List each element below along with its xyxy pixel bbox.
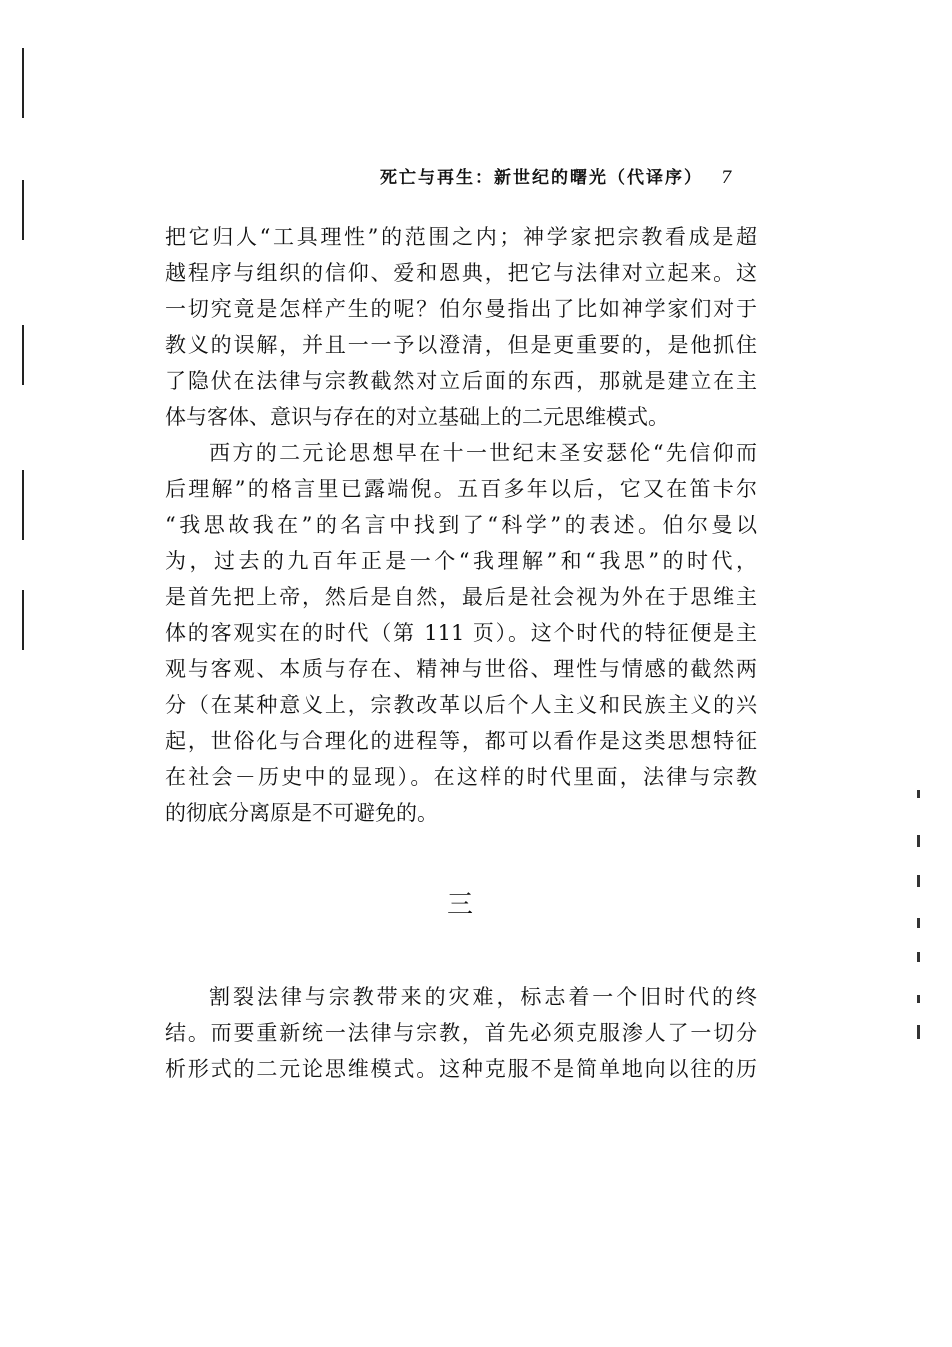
text-line: 把它归人“工具理性”的范围之内；神学家把宗教看成是超 [165, 225, 757, 249]
margin-bar [22, 470, 24, 540]
margin-bar [22, 590, 24, 650]
text-line: 析形式的二元论思维模式。这种克服不是简单地向以往的历 [165, 1057, 757, 1081]
section-heading: 三 [446, 890, 473, 920]
text-line: 体的客观实在的时代（第 111 页）。这个时代的特征便是主 [165, 621, 757, 645]
running-header-title: 死亡与再生：新世纪的曙光（代译序） [380, 168, 703, 188]
text-line: 越程序与组织的信仰、爱和恩典，把它与法律对立起来。这 [165, 261, 757, 285]
text-line: 为，过去的九百年正是一个“我理解”和“我思”的时代， [165, 549, 757, 573]
text-line: 在社会－历史中的显现）。在这样的时代里面，法律与宗教 [165, 765, 757, 789]
edge-mark [917, 918, 920, 928]
edge-mark [917, 790, 920, 798]
edge-mark [917, 995, 920, 1003]
margin-bar [22, 325, 24, 385]
text-line: 教义的误解，并且一一予以澄清，但是更重要的，是他抓住 [165, 333, 757, 357]
text-line: 体与客体、意识与存在的对立基础上的二元思维模式。 [165, 405, 669, 429]
text-line: 结。而要重新统一法律与宗教，首先必须克服渗人了一切分 [165, 1021, 757, 1045]
text-line: 了隐伏在法律与宗教截然对立后面的东西，那就是建立在主 [165, 369, 757, 393]
text-line: “我思故我在”的名言中找到了“科学”的表述。伯尔曼以 [165, 513, 757, 537]
margin-bar [22, 180, 24, 240]
text-line: 割裂法律与宗教带来的灾难，标志着一个旧时代的终 [209, 985, 757, 1009]
page-number: 7 [721, 168, 734, 188]
edge-mark [917, 835, 920, 847]
edge-mark [917, 1025, 920, 1039]
margin-bar [22, 48, 24, 118]
text-line: 后理解”的格言里已露端倪。五百多年以后，它又在笛卡尔 [165, 477, 757, 501]
edge-mark [917, 875, 920, 887]
text-line: 观与客观、本质与存在、精神与世俗、理性与情感的截然两 [165, 657, 757, 681]
text-line: 西方的二元论思想早在十一世纪末圣安瑟伦“先信仰而 [209, 441, 757, 465]
edge-mark [917, 952, 920, 962]
text-line: 一切究竟是怎样产生的呢？伯尔曼指出了比如神学家们对于 [165, 297, 757, 321]
text-line: 分（在某种意义上，宗教改革以后个人主义和民族主义的兴 [165, 693, 757, 717]
text-line: 起，世俗化与合理化的进程等，都可以看作是这类思想特征 [165, 729, 757, 753]
text-line: 是首先把上帝，然后是自然，最后是社会视为外在于思维主 [165, 585, 757, 609]
text-line: 的彻底分离原是不可避免的。 [165, 801, 438, 825]
running-header [380, 163, 734, 188]
